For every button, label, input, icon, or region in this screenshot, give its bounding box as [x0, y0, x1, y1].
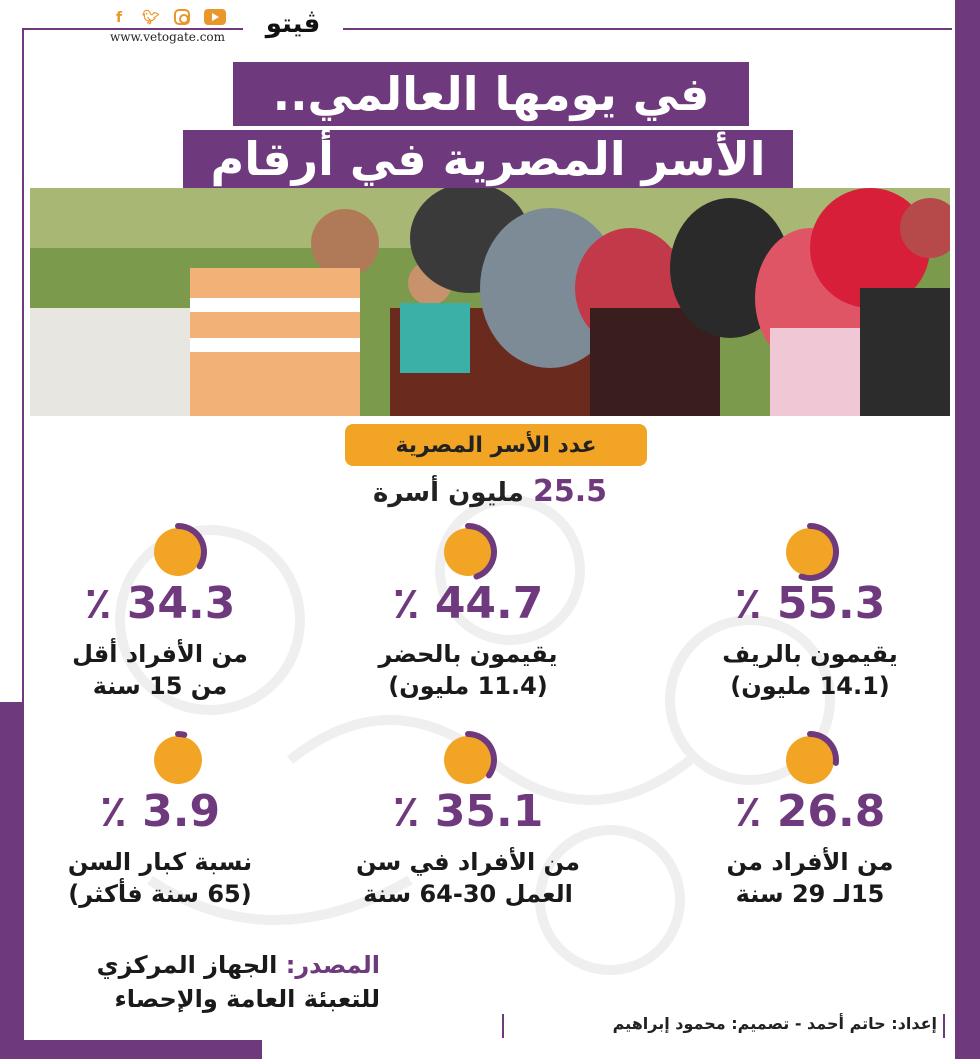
credits-divider — [502, 1014, 504, 1038]
credits: إعداد: حاتم أحمد - تصميم: محمود إبراهيم — [500, 1014, 945, 1038]
stat-pie-age15_29 — [780, 730, 840, 790]
source-org-line1: الجهاز المركزي — [96, 951, 278, 979]
stat-percent-sign: ٪ — [392, 786, 420, 837]
stat-description-line1: يقيمون بالحضر — [378, 640, 558, 668]
stat-description-line2: (14.1 مليون) — [730, 672, 890, 700]
frame-right-bar — [955, 0, 980, 1059]
title-line-2: الأسر المصرية في أرقام — [183, 130, 793, 188]
frame-left-block — [0, 702, 24, 1059]
stat-pie-rural — [780, 522, 840, 582]
youtube-icon[interactable] — [204, 9, 226, 25]
instagram-icon[interactable] — [174, 9, 190, 25]
stat-description-line1: من الأفراد في سن — [355, 848, 580, 876]
stat-percent-value: 26.8 — [776, 786, 886, 837]
stat-description-line1: نسبة كبار السن — [67, 848, 253, 876]
stat-percent-sign: ٪ — [734, 578, 762, 629]
stat-description-line1: من الأفراد من — [726, 848, 894, 876]
families-count-unit: مليون أسرة — [373, 478, 524, 508]
title-line-1: في يومها العالمي.. — [233, 62, 749, 126]
social-links — [110, 9, 226, 27]
stat-percent-value: 34.3 — [126, 578, 236, 629]
stat-description-line1: من الأفراد أقل — [72, 640, 248, 668]
stat-description-line2: (11.4 مليون) — [388, 672, 548, 700]
stat-percent-sign: ٪ — [84, 578, 112, 629]
stat-pie-disc — [154, 736, 202, 784]
stat-rural — [680, 522, 940, 722]
stat-description-line2: العمل 30-64 سنة — [363, 880, 573, 908]
stat-pie-working_age — [438, 730, 498, 790]
stat-description-line2: 15لـ 29 سنة — [735, 880, 885, 908]
stat-pie-urban — [438, 522, 498, 582]
stat-percent-value: 44.7 — [434, 578, 544, 629]
families-count-label: عدد الأسر المصرية — [345, 424, 647, 466]
source-org-line2: للتعبئة العامة والإحصاء — [114, 985, 380, 1013]
stat-pie-arc — [178, 734, 184, 735]
stat-urban — [338, 522, 598, 722]
source-label: المصدر: — [285, 951, 380, 979]
families-photo — [30, 188, 950, 416]
source-note — [40, 948, 380, 1016]
stat-elderly — [30, 730, 290, 930]
stat-percent — [680, 578, 940, 629]
frame-bottom-block — [0, 1040, 262, 1059]
stat-under15 — [30, 522, 290, 722]
stat-age15_29 — [680, 730, 940, 930]
stat-description-line2: (65 سنة فأكثر) — [68, 880, 252, 908]
stat-percent-value: 55.3 — [776, 578, 886, 629]
stat-working_age — [338, 730, 598, 930]
facebook-icon[interactable]: f — [115, 10, 123, 26]
twitter-icon[interactable]: 🐦︎ — [142, 10, 160, 26]
stat-pie-under15 — [148, 522, 208, 582]
stat-percent — [338, 786, 598, 837]
stat-percent-sign: ٪ — [392, 578, 420, 629]
stat-percent-sign: ٪ — [99, 786, 127, 837]
stat-percent — [680, 786, 940, 837]
stat-pie-elderly — [148, 730, 208, 790]
stat-percent — [30, 786, 290, 837]
stat-description-line2: من 15 سنة — [92, 672, 228, 700]
stat-percent — [30, 578, 290, 629]
families-count — [300, 474, 680, 514]
stat-percent-sign: ٪ — [734, 786, 762, 837]
stat-description-line1: يقيمون بالريف — [722, 640, 898, 668]
stat-percent-value: 35.1 — [434, 786, 544, 837]
stat-percent-value: 3.9 — [142, 786, 221, 837]
frame-left-line — [22, 28, 24, 708]
site-url[interactable]: www.vetogate.com — [110, 30, 226, 44]
stat-percent — [338, 578, 598, 629]
families-count-value: 25.5 — [532, 474, 607, 509]
brand-logo: ڤيتو — [243, 4, 343, 44]
